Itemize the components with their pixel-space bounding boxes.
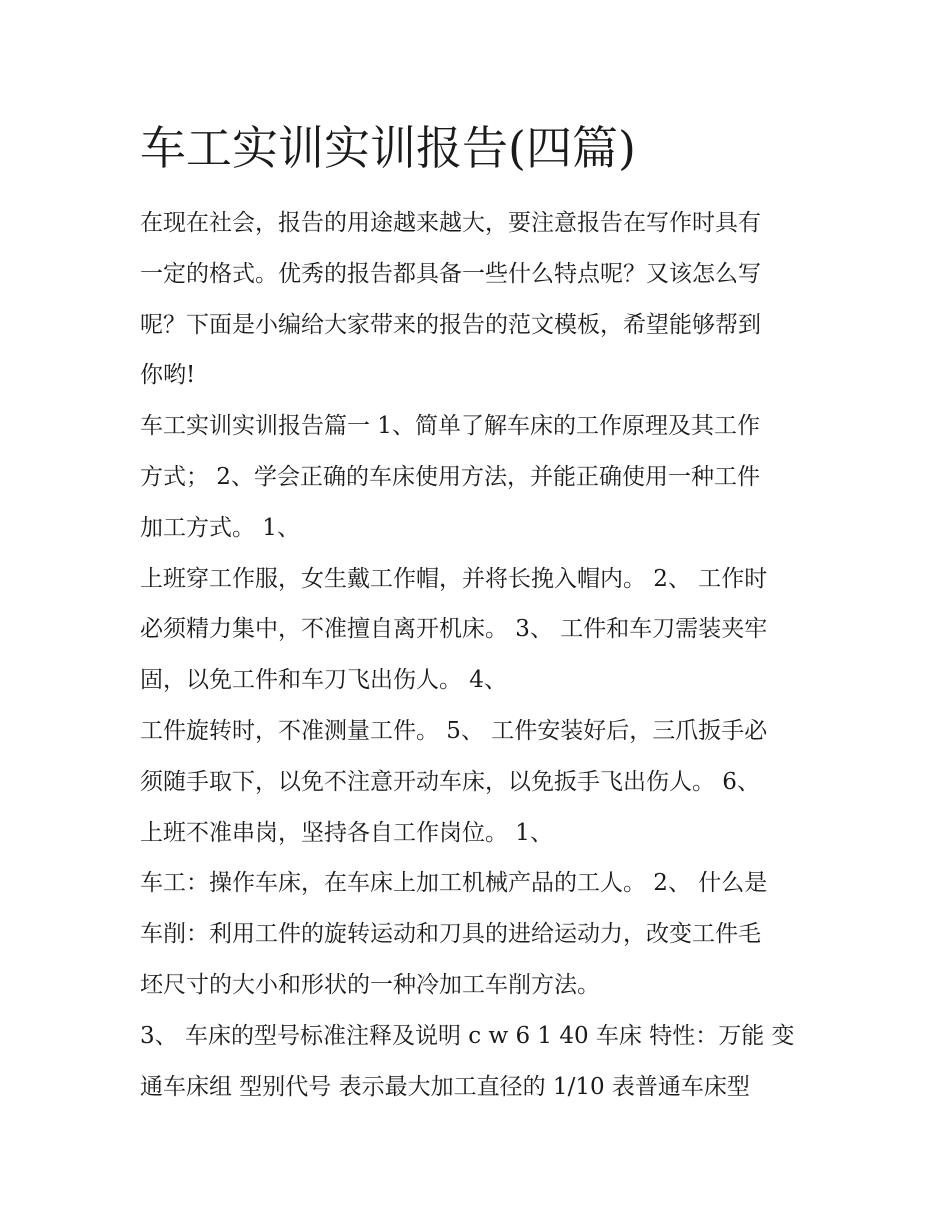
paragraph-definitions: 车工：操作车床，在车床上加工机械产品的工人。 2、 什么是 车削：利用工件的旋转运动和刀具的进给运动力，改变工件毛 坯尺寸的大小和形状的一种冷加工车削方法。: [140, 870, 768, 998]
paragraph-lathe-model: 3、 车床的型号标准注释及说明 c w 6 1 40 车床 特性：万能 变 通车床组 型别代号 表示最大加工直径的 1/10 表普通车床型: [140, 1022, 795, 1100]
document-title: 车工实训实训报告(四篇): [140, 121, 636, 175]
paragraph-objectives: 车工实训实训报告篇一 1、简单了解车床的工作原理及其工作 方式； 2、学会正确的车床使用方法，并能正确使用一种工件 加工方式。 1、: [140, 413, 760, 541]
paragraph-intro: 在现在社会，报告的用途越来越大，要注意报告在写作时具有 一定的格式。优秀的报告都具备一些什么特点呢？又该怎么写 呢？下面是小编给大家带来的报告的范文模板，希望能够帮到 你哟!: [140, 210, 761, 389]
paragraph-safety-rules-2: 工件旋转时，不准测量工件。 5、 工件安装好后，三爪扳手必 须随手取下，以免不注意开动车床，以免扳手飞出伤人。 6、 上班不准串岗，坚持各自工作岗位。 1、: [140, 717, 768, 846]
paragraph-safety-rules-1: 上班穿工作服，女生戴工作帽，并将长挽入帽内。 2、 工作时 必须精力集中，不准擅自离开机床。 3、 工件和车刀需装夹牢 固，以免工件和车刀飞出伤人。 4、: [140, 565, 768, 694]
document-page: [140, 118, 820, 1112]
